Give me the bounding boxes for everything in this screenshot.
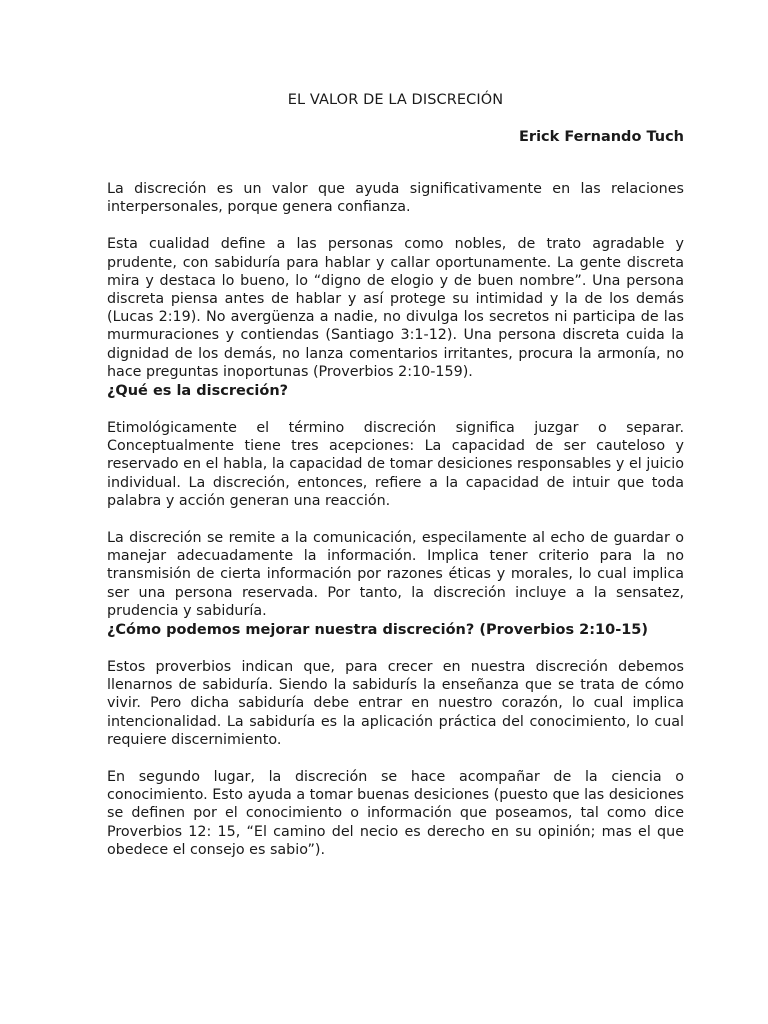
paragraph-segundo-lugar: En segundo lugar, la discreción se hace acompañar de la ciencia o conocimiento. Esto ayuda a tomar buenas desiciones (puesto que las desiciones se definen por el conocimiento o información que poseamos, tal como dice Proverbios 12: 15, “El camino del necio es derecho en su opinión; mas el que obedece el consejo es sabio”). (107, 769, 684, 858)
paragraph-cualidad: Esta cualidad define a las personas como nobles, de trato agradable y prudente, con sabiduría para hablar y callar oportunamente. La gente discreta mira y destaca lo bueno, lo “digno de elogio y de buen nombre”. Una persona discreta piensa antes de hablar y así protege su intimidad y la de los demás (Lucas 2:19). No avergüenza a nadie, no divulga los secretos ni participa de las murmuraciones y contiendas (Santiago 3:1-12). Una persona discreta cuida la dignidad de los demás, no lanza comentarios irritantes, procura la armonía, no hace preguntas inoportunas (Proverbios 2:10-159). (107, 236, 684, 380)
paragraph-proverbios: Estos proverbios indican que, para crecer en nuestra discreción debemos llenarnos de sabiduría. Siendo la sabidurís la enseñanza que se trata de cómo vivir. Pero dicha sabiduría debe entrar en nuestro corazón, lo cual implica intencionalidad. La sabiduría es la aplicación práctica del conocimiento, lo cual requiere discernimiento. (107, 659, 684, 748)
paragraph-intro: La discreción es un valor que ayuda significativamente en las relaciones interpersonales, porque genera confianza. (107, 181, 684, 216)
section-heading-como-mejorar: ¿Cómo podemos mejorar nuestra discreción? (Proverbios 2:10-15) (107, 622, 649, 639)
document-page (107, 90, 684, 859)
paragraph-comunicacion: La discreción se remite a la comunicación, especilamente al echo de guardar o manejar adecuadamente la información. Implica tener criterio para la no transmisión de cierta información por razones éticas y morales, lo cual implica ser una persona reservada. Por tanto, la discreción incluye a la sensatez, prudencia y sabiduría. (107, 530, 684, 619)
document-author: Erick Fernando Tuch (519, 129, 684, 145)
section-heading-que-es: ¿Qué es la discreción? (107, 383, 289, 400)
paragraph-etimologia: Etimológicamente el término discreción significa juzgar o separar. Conceptualmente tiene tres acepciones: La capacidad de ser cauteloso y reservado en el habla, la capacidad de tomar desiciones responsables y el juicio individual. La discreción, entonces, refiere a la capacidad de intuir que toda palabra y acción generan una reacción. (107, 420, 684, 509)
document-title: EL VALOR DE LA DISCRECIÓN (287, 92, 504, 108)
